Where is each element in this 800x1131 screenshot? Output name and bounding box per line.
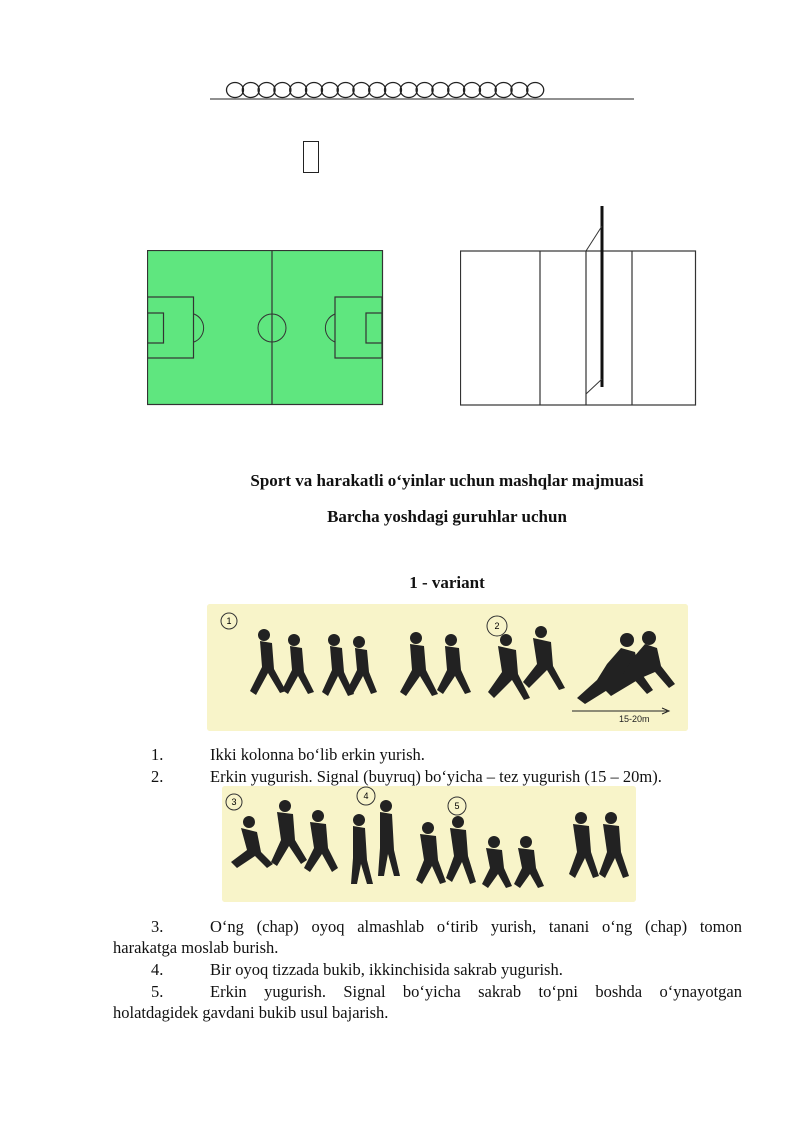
football-field-diagram (147, 250, 385, 407)
decorative-circle (385, 83, 402, 98)
exercise-item-5 (0, 981, 800, 1023)
distance-label: 15-20m (619, 714, 650, 724)
decorative-circle (511, 83, 528, 98)
figure-label-5: 5 (454, 801, 460, 811)
missing-glyph-box (303, 141, 319, 173)
exercise-item-4 (0, 959, 800, 980)
exercise-item-1 (0, 744, 800, 765)
exercise-item-3 (0, 916, 800, 958)
exercise-text-line-1: Erkin yugurish. Signal bo‘yicha sakrab to‘pni boshda o‘ynayotgan (210, 982, 742, 1001)
decorative-circle (353, 83, 370, 98)
exercise-number: 3. (151, 917, 164, 936)
decorative-circle (400, 83, 417, 98)
running-exercise-illustration (207, 604, 688, 731)
exercise-item-2 (0, 766, 800, 787)
decorative-circle (306, 83, 323, 98)
exercise-number: 4. (151, 960, 164, 979)
exercise-text: Erkin yugurish. Signal (buyruq) bo‘yicha – tez yugurish (15 – 20m). (210, 767, 662, 786)
decorative-circle (227, 83, 244, 98)
decorative-circle (448, 83, 465, 98)
exercise-number: 5. (151, 982, 164, 1001)
subtitle: Barcha yoshdagi guruhlar uchun (327, 507, 567, 526)
decorative-circle (274, 83, 291, 98)
exercise-text-line-1: O‘ng (chap) oyoq almashlab o‘tirib yurish, tanani o‘ng (chap) tomon (210, 917, 742, 936)
figure-label-1: 1 (226, 616, 232, 626)
exercise-text: Bir oyoq tizzada bukib, ikkinchisida sakrab yugurish. (210, 960, 563, 979)
decorative-circle (369, 83, 386, 98)
decorative-circle (242, 83, 259, 98)
variant-heading: 1 - variant (409, 573, 485, 592)
exercise-text-line-2: holatdagidek gavdani bukib usul bajarish. (113, 1003, 389, 1022)
decorative-circle (432, 83, 449, 98)
decorative-circle (321, 83, 338, 98)
decorative-circle (464, 83, 481, 98)
exercise-number: 1. (151, 745, 164, 764)
volleyball-court-diagram (460, 204, 698, 408)
decorative-circle (527, 83, 544, 98)
decorative-circle (479, 83, 496, 98)
exercise-text: Ikki kolonna bo‘lib erkin yurish. (210, 745, 425, 764)
decorative-circle (337, 83, 354, 98)
figure-label-4: 4 (363, 791, 369, 801)
exercise-text-line-2: harakatga moslab burish. (113, 938, 279, 957)
decorative-circle-row (210, 78, 634, 102)
main-title: Sport va harakatli o‘yinlar uchun mashqlar majmuasi (250, 471, 644, 490)
exercise-number: 2. (151, 767, 164, 786)
decorative-circle (416, 83, 433, 98)
decorative-circle (290, 83, 307, 98)
figure-label-2: 2 (494, 621, 500, 631)
decorative-circle (495, 83, 512, 98)
figure-label-3: 3 (231, 797, 237, 807)
decorative-circle (258, 83, 275, 98)
movement-exercise-illustration (222, 786, 636, 902)
